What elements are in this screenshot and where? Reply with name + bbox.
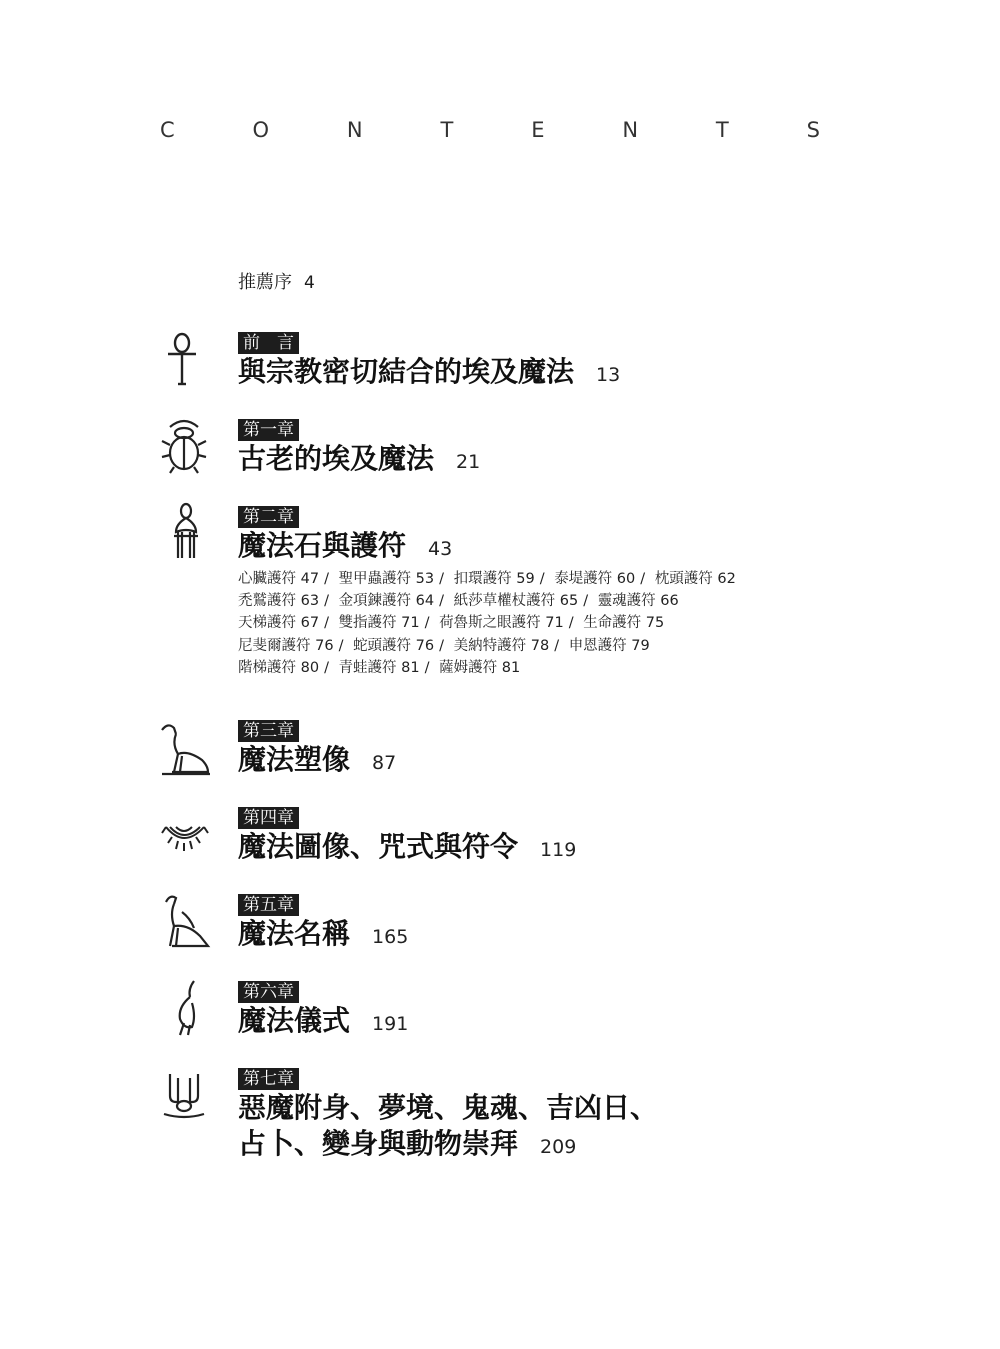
amulet-page: 60 [616,571,636,587]
chapter-tag: 第六章 [238,981,299,1003]
amulet-page: 47 [300,571,320,587]
chapter-tag: 第五章 [238,894,299,916]
amulet-page: 80 [300,659,320,676]
ka-arms-icon [158,1068,210,1128]
chapter-title-line [238,441,480,477]
chapter-title: 魔法名稱 [238,917,351,950]
heading-letter: N [346,118,363,142]
amulet-item[interactable] [339,660,420,676]
amulet-item[interactable] [238,593,319,609]
amulet-page: 71 [545,615,564,632]
heading-letter: S [806,118,820,142]
chapter-tag: 第二章 [238,506,299,528]
amulet-row: 尼斐爾護符 76 / 蛇頭護符 76 / 美納特護符 78 / 申恩護符 79 [238,637,650,654]
chapter-tag: 第一章 [238,419,299,441]
amulet-page: 65 [559,593,579,610]
amulet-name: 禿鷲護符 [238,593,296,610]
amulet-name: 階梯護符 [238,659,296,676]
contents-heading [160,118,820,152]
chapter-tag: 第四章 [238,807,299,829]
chapter-title-line [238,742,396,778]
amulet-name: 尼斐爾護符 [238,637,311,654]
preface-entry[interactable] [238,268,315,294]
amulet-page: 76 [415,637,435,654]
chapter-title: 惡魔附身、夢境、鬼魂、吉凶日、 [238,1091,659,1124]
amulet-name: 靈魂護符 [597,593,656,610]
amulet-item[interactable] [339,593,435,609]
amulet-name: 心臟護符 [238,571,296,587]
heading-letter: E [531,118,545,142]
amulet-name: 泰堤護符 [554,571,613,587]
amulet-item[interactable] [238,571,319,587]
chapter-title-line [238,528,452,564]
chapter-page: 21 [456,451,481,473]
amulet-name: 薩姆護符 [439,659,498,676]
amulet-page: 63 [300,593,320,610]
amulet-name: 扣環護符 [453,571,512,587]
preface-page: 4 [304,273,315,293]
chapter-title: 與宗教密切結合的埃及魔法 [238,355,575,388]
preface-label: 推薦序 [238,272,292,293]
amulet-name: 荷魯斯之眼護符 [439,615,541,632]
amulet-item[interactable] [439,660,520,676]
chapter-title-line-2 [238,1126,576,1162]
chapter-page: 87 [372,752,397,774]
chapter-title: 魔法塑像 [238,743,351,776]
amulet-name: 紙莎草權杖護符 [453,593,556,610]
amulet-page: 66 [660,593,679,610]
chapter-page: 209 [540,1136,577,1158]
amulet-row: 禿鷲護符 63 / 金項鍊護符 64 / 紙莎草權杖護符 65 / 靈魂護符 66 [238,593,679,610]
chapter-page: 13 [596,364,621,386]
amulet-name: 美納特護符 [453,637,527,654]
amulet-name: 生命護符 [583,615,642,632]
heading-letter: N [622,118,639,142]
chapter-title-continued: 占卜、變身與動物崇拜 [238,1127,519,1160]
chapter-title-line [238,354,620,390]
amulet-item[interactable] [238,638,334,654]
amulet-page: 78 [530,637,550,654]
amulet-name: 枕頭護符 [654,571,713,587]
chapter-title: 魔法圖像、咒式與符令 [238,830,519,863]
amulet-page: 81 [401,659,420,676]
collar-icon [158,807,210,867]
heading-letter: C [160,118,175,142]
amulet-item[interactable] [655,571,736,587]
amulet-name: 金項鍊護符 [338,593,412,610]
amulet-page: 53 [415,571,435,587]
amulet-page: 64 [415,593,435,610]
chapter-page: 119 [540,839,577,861]
amulet-item[interactable] [454,638,550,654]
amulet-page: 59 [516,571,535,587]
amulet-row: 心臟護符 47 / 聖甲蟲護符 53 / 扣環護符 59 / 泰堤護符 60 / 枕頭護符 62 [238,571,736,587]
amulet-page: 81 [501,659,521,676]
amulet-row: 天梯護符 67 / 雙指護符 71 / 荷魯斯之眼護符 71 / 生命護符 75 [238,615,665,632]
amulet-name: 蛇頭護符 [353,637,412,654]
amulet-name: 申恩護符 [568,637,627,654]
falcon-icon [160,892,212,952]
amulet-item[interactable] [238,615,319,631]
heading-letter: T [440,118,454,142]
amulet-item[interactable] [454,571,535,587]
ankh-icon [156,332,208,392]
amulet-name: 聖甲蟲護符 [338,571,412,587]
amulet-page: 75 [645,615,665,632]
amulet-item[interactable] [238,660,319,676]
amulet-name: 雙指護符 [338,615,397,632]
amulet-page: 76 [315,637,334,654]
chapter-title: 魔法石與護符 [238,529,407,562]
amulet-item[interactable] [339,615,420,631]
amulet-page: 71 [401,615,420,632]
amulet-page: 79 [631,637,650,654]
amulet-item[interactable] [339,571,435,587]
amulet-item[interactable] [569,638,650,654]
chapter-page: 191 [372,1013,409,1035]
amulet-item[interactable] [554,571,635,587]
chapter-title-line [238,916,408,952]
amulet-page: 62 [717,571,736,587]
chapter-title-line [238,1090,658,1126]
amulet-list [238,568,878,679]
amulet-item[interactable] [353,638,434,654]
chapter-title: 魔法儀式 [238,1004,351,1037]
heading-letter: T [715,118,729,142]
tyet-knot-icon [162,502,214,562]
amulet-row: 階梯護符 80 / 青蛙護符 81 / 薩姆護符 81 [238,659,521,676]
chapter-tag: 第七章 [238,1068,299,1090]
chapter-tag: 第三章 [238,720,299,742]
scarab-icon [158,417,210,477]
heading-letter: O [252,118,270,142]
ibis-icon [164,979,216,1039]
chapter-page: 165 [372,926,409,948]
amulet-name: 天梯護符 [238,615,296,632]
chapter-title-line [238,829,576,865]
amulet-item[interactable] [439,615,564,631]
amulet-name: 青蛙護符 [338,659,397,676]
chapter-title-line [238,1003,408,1039]
chapter-tag: 前 言 [238,332,299,354]
chapter-title: 古老的埃及魔法 [238,442,435,475]
amulet-item[interactable] [454,593,579,609]
amulet-item[interactable] [583,615,664,631]
amulet-item[interactable] [598,593,679,609]
amulet-page: 67 [300,615,320,632]
chapter-page: 43 [428,538,453,560]
vulture-icon [158,720,210,780]
